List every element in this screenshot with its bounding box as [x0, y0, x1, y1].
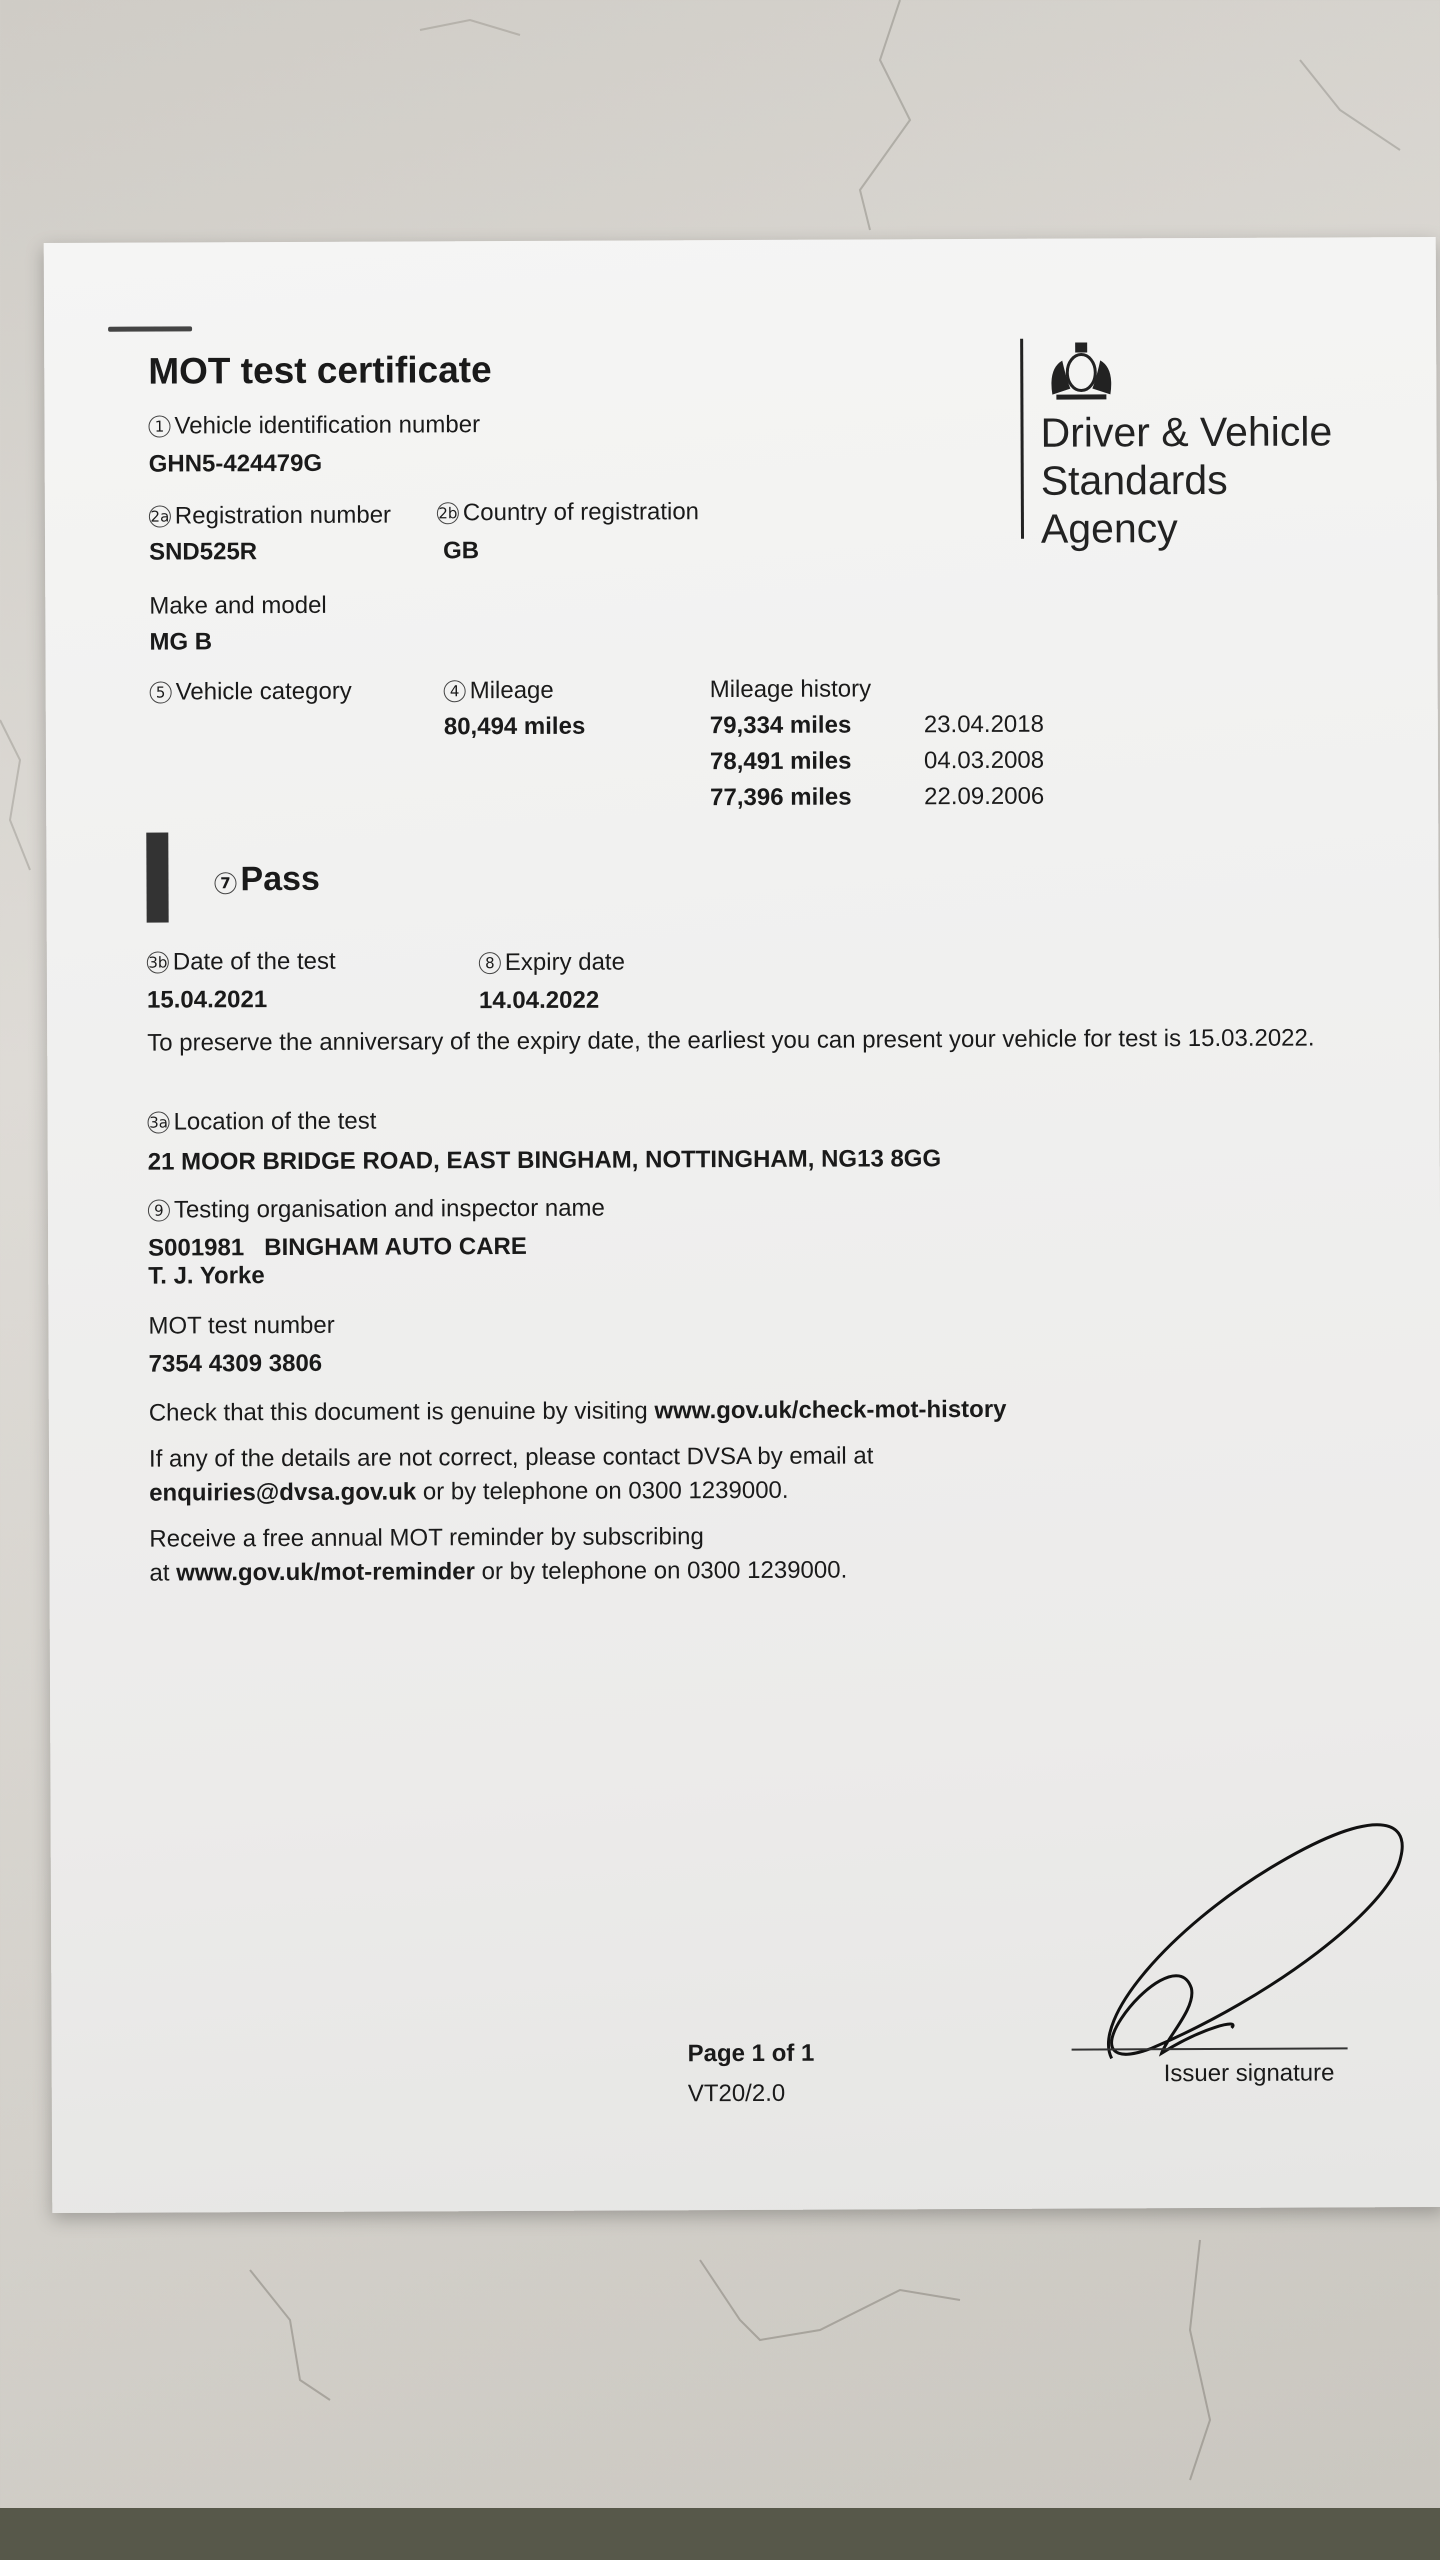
country-value: GB: [442, 537, 480, 565]
result-marker-bar: [146, 833, 168, 923]
make-model-value: MG B: [149, 628, 213, 656]
field-number: 3b: [147, 952, 169, 974]
check-mot-history-link[interactable]: www.gov.uk/check-mot-history: [654, 1395, 1007, 1425]
history-date: 04.03.2008: [923, 746, 1045, 775]
handwritten-signature: [1070, 1777, 1431, 2079]
field-number: 3a: [147, 1112, 169, 1134]
make-model-label: Make and model: [149, 591, 327, 620]
field-number: 1: [148, 415, 170, 437]
mileage-value: 80,494 miles: [443, 712, 586, 741]
field-number: 8: [479, 952, 501, 974]
organisation-label: 9 Testing organisation and inspector name: [148, 1195, 605, 1225]
test-date-label: 3b Date of the test: [148, 947, 336, 976]
organisation-code: S001981: [148, 1234, 245, 1262]
vin-value: GHN5-424479G: [148, 449, 323, 478]
certificate-title: MOT test certificate: [148, 349, 492, 392]
royal-coat-of-arms-icon: [1040, 338, 1122, 402]
agency-line-2: Standards: [1040, 456, 1228, 504]
mileage-history-row: [710, 783, 1044, 812]
staple-mark: [108, 326, 192, 331]
expiry-date-value: 14.04.2022: [478, 986, 600, 1015]
mileage-history-label: Mileage history: [709, 675, 872, 704]
form-code: VT20/2.0: [687, 2079, 786, 2108]
country-label: 2b Country of registration: [438, 498, 700, 527]
mileage-history-row: [710, 747, 1044, 776]
page-number: Page 1 of 1: [687, 2039, 815, 2068]
vin-label: 1 Vehicle identification number: [148, 411, 480, 440]
fabric-edge: [0, 2508, 1440, 2560]
reminder-line-2: at www.gov.uk/mot-reminder or by telephone on 0300 1239000.: [149, 1556, 848, 1587]
contact-line-1: If any of the details are not correct, please contact DVSA by email at: [148, 1442, 874, 1473]
mileage-history-row: [710, 711, 1044, 740]
agency-line-3: Agency: [1040, 505, 1178, 552]
dvsa-agency-name: [1040, 407, 1332, 552]
contact-email-link[interactable]: enquiries@dvsa.gov.uk: [149, 1478, 417, 1507]
expiry-date-label: 8 Expiry date: [479, 949, 625, 978]
test-number-label: MOT test number: [148, 1311, 335, 1340]
test-result: 7 Pass: [214, 860, 320, 899]
reminder-line-1: Receive a free annual MOT reminder by subscribing: [149, 1523, 704, 1553]
location-value: 21 MOOR BRIDGE ROAD, EAST BINGHAM, NOTTINGHAM, NG13 8GG: [147, 1145, 942, 1176]
history-date: 22.09.2006: [924, 782, 1045, 811]
location-label: 3a Location of the test: [149, 1107, 377, 1136]
field-number: 2b: [437, 502, 459, 524]
organisation-name: BINGHAM AUTO CARE: [264, 1232, 527, 1262]
mot-certificate-paper: [44, 237, 1440, 2213]
field-number: 9: [148, 1200, 170, 1222]
history-date: 23.04.2018: [923, 710, 1045, 739]
registration-label: 2a Registration number: [150, 501, 392, 530]
history-miles: 78,491 miles: [709, 747, 852, 776]
agency-line-1: Driver & Vehicle: [1040, 408, 1333, 456]
history-miles: 77,396 miles: [710, 783, 852, 812]
field-number: 7: [214, 872, 236, 894]
field-number: 2a: [149, 505, 171, 527]
genuine-check-line: Check that this document is genuine by visiting www.gov.uk/check-mot-history: [148, 1395, 1007, 1427]
history-miles: 79,334 miles: [709, 711, 852, 740]
mileage-label: 4 Mileage: [444, 677, 554, 705]
vehicle-category-label: 5 Vehicle category: [150, 678, 352, 707]
registration-value: SND525R: [148, 538, 258, 566]
organisation-value: [148, 1233, 527, 1263]
test-date-value: 15.04.2021: [146, 986, 268, 1014]
anniversary-note: To preserve the anniversary of the expiry date, the earliest you can present your vehicle for test is 15.03.2022.: [147, 1024, 1315, 1057]
contact-line-2: enquiries@dvsa.gov.uk or by telephone on 0300 1239000.: [149, 1476, 789, 1507]
signature-label: Issuer signature: [1163, 2059, 1335, 2088]
field-number: 4: [444, 680, 466, 702]
dvsa-logo-bar: [1020, 339, 1024, 539]
field-number: 5: [150, 681, 172, 703]
mot-reminder-link[interactable]: www.gov.uk/mot-reminder: [176, 1558, 475, 1587]
inspector-name: T. J. Yorke: [148, 1262, 265, 1290]
test-number-value: 7354 4309 3806: [148, 1349, 323, 1378]
